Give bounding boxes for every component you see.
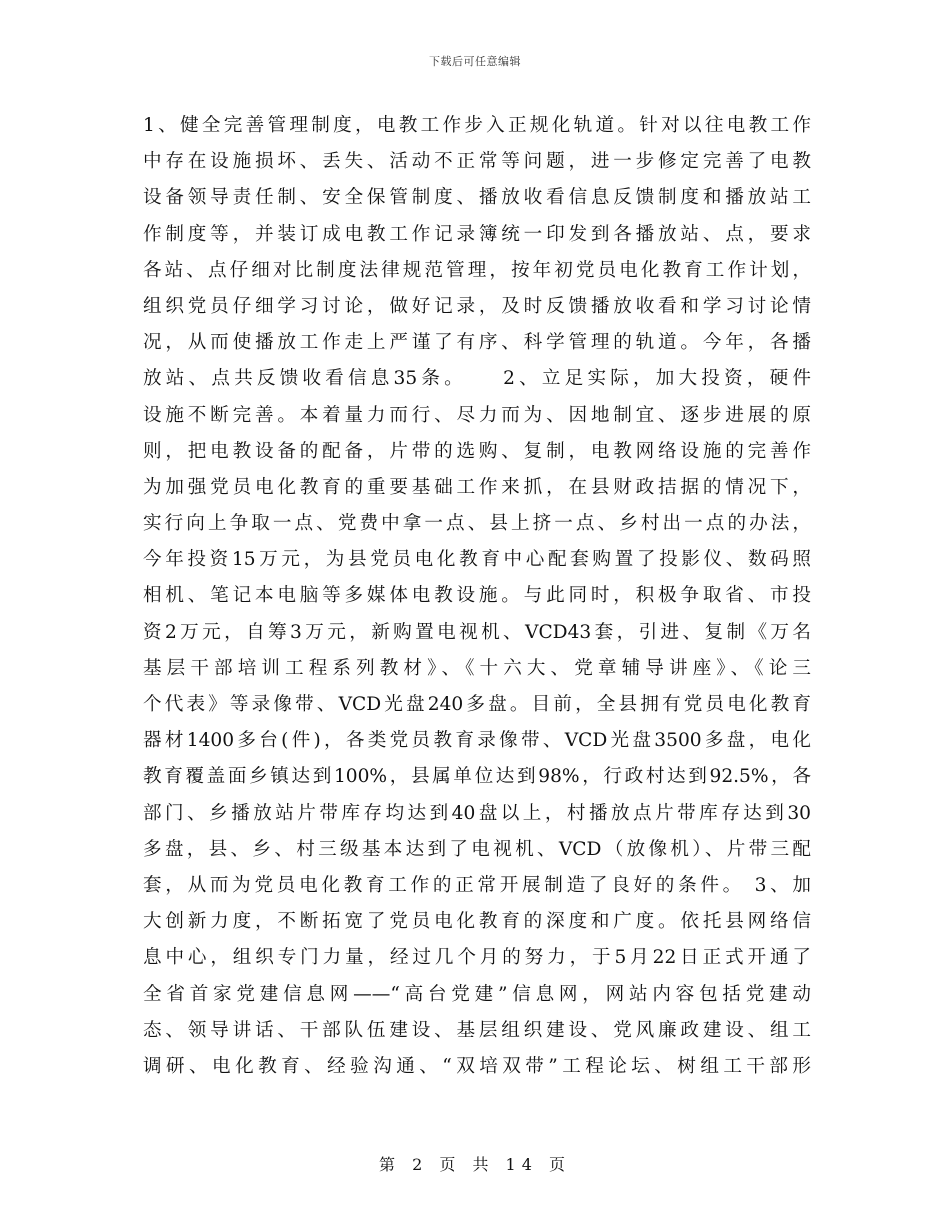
body-line: 中存在设施损坏、丢失、活动不正常等问题，进一步修定完善了电教 [143,151,811,173]
body-line: 教育覆盖面乡镇达到100%，县属单位达到98%，行政村达到92.5%，各 [143,766,811,788]
body-line: 设施不断完善。本着量力而行、尽力而为、因地制宜、逐步进展的原 [143,404,811,426]
body-line: 部门、乡播放站片带库存均达到40盘以上，村播放点片带库存达到30 [143,802,811,824]
body-line: 组织党员仔细学习讨论，做好记录，及时反馈播放收看和学习讨论情 [143,295,811,317]
body-line: 大创新力度，不断拓宽了党员电化教育的深度和广度。依托县网络信 [143,911,811,933]
body-line: 器材1400多台(件)，各类党员教育录像带、VCD光盘3500多盘，电化 [143,730,811,752]
body-line: 多盘，县、乡、村三级基本达到了电视机、VCD（放像机）、片带三配 [143,838,811,860]
body-line: 各站、点仔细对比制度法律规范管理，按年初党员电化教育工作计划， [143,259,811,281]
body-line: 基层干部培训工程系列教材》、《十六大、党章辅导讲座》、《论三 [143,657,811,679]
body-line: 相机、笔记本电脑等多媒体电教设施。与此同时，积极争取省、市投 [143,585,811,607]
body-line: 1、健全完善管理制度，电教工作步入正规化轨道。针对以往电教工作 [143,115,811,136]
body-line: 设备领导责任制、安全保管制度、播放收看信息反馈制度和播放站工 [143,187,811,209]
body-line: 全省首家党建信息网——“高台党建”信息网，网站内容包括党建动 [143,983,811,1005]
body-line: 今年投资15万元，为县党员电化教育中心配套购置了投影仪、数码照 [143,549,811,571]
page-header: 下载后可任意编辑 [429,55,521,68]
body-line: 个代表》等录像带、VCD光盘240多盘。目前，全县拥有党员电化教育 [143,694,811,715]
body-line: 息中心，组织专门力量，经过几个月的努力，于5月22日正式开通了 [143,947,811,969]
body-line: 调研、电化教育、经验沟通、“双培双带”工程论坛、树组工干部形 [143,1055,811,1077]
body-line: 放站、点共反馈收看信息35条。 2、立足实际，加大投资，硬件 [143,368,811,390]
body-line: 况，从而使播放工作走上严谨了有序、科学管理的轨道。今年，各播 [143,332,811,354]
body-line: 为加强党员电化教育的重要基础工作来抓，在县财政拮据的情况下， [143,476,811,498]
body-line: 资2万元，自筹3万元，新购置电视机、VCD43套，引进、复制《万名 [143,621,811,643]
body-line: 实行向上争取一点、党费中拿一点、县上挤一点、乡村出一点的办法， [143,513,811,535]
body-line: 套，从而为党员电化教育工作的正常开展制造了良好的条件。 3、加 [143,874,811,896]
body-line: 态、领导讲话、干部队伍建设、基层组织建设、党风廉政建设、组工 [143,1019,811,1041]
body-line: 则，把电教设备的配备，片带的选购、复制，电教网络设施的完善作 [143,440,811,462]
document-body [143,108,811,1085]
body-line: 作制度等，并装订成电教工作记录簿统一印发到各播放站、点，要求 [143,223,811,245]
page-number-footer: 第 2 页 共 14 页 [379,1155,571,1174]
